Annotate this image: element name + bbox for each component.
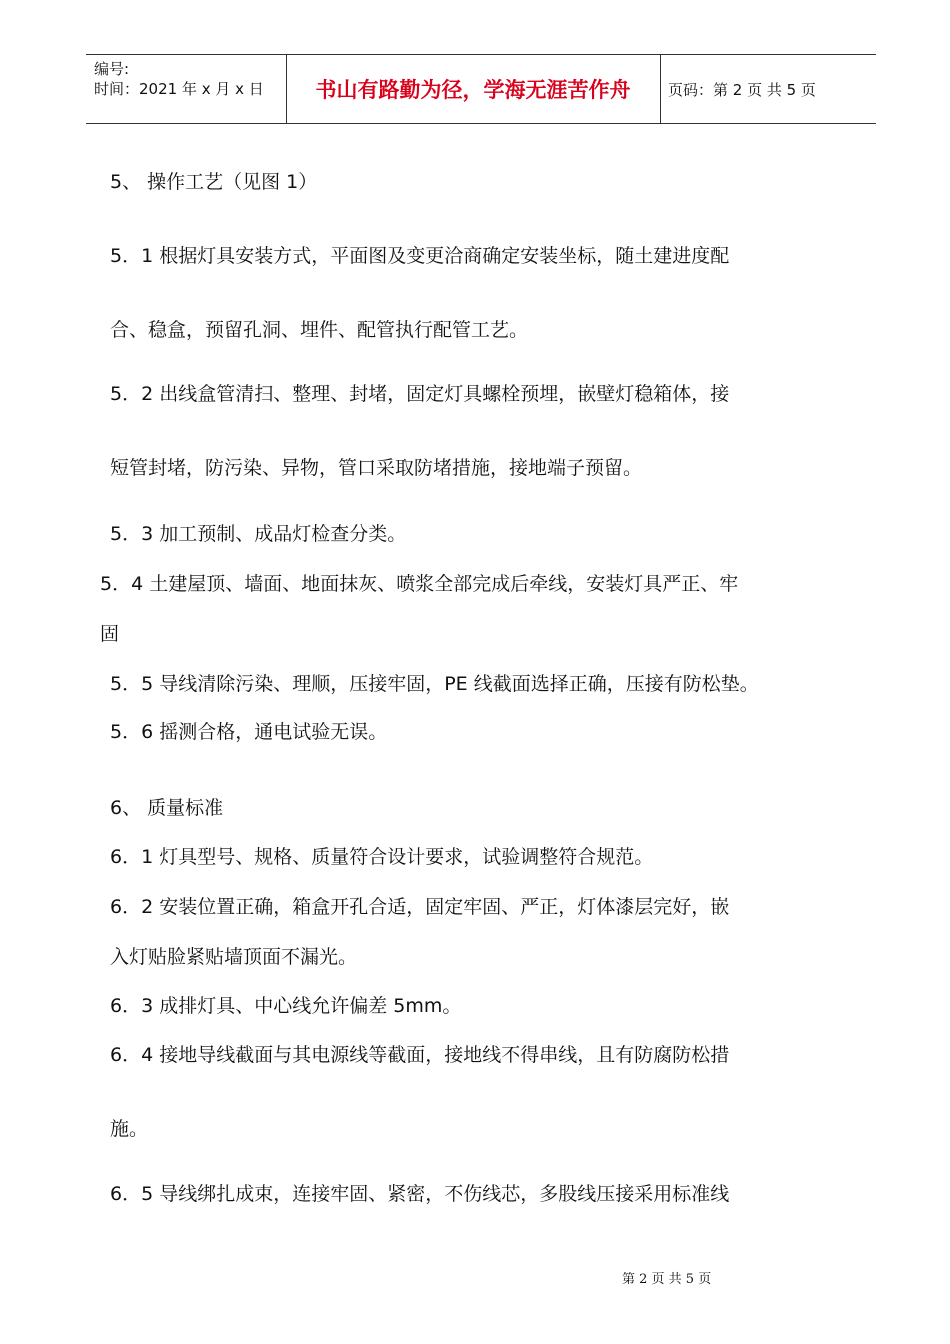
header-page-label: 页码：第 2 页 共 5 页 — [668, 80, 816, 99]
paragraph-line: 5．6 摇测合格，通电试验无误。 — [110, 721, 388, 743]
paragraph-line: 合、稳盒，预留孔洞、埋件、配管执行配管工艺。 — [110, 319, 529, 341]
paragraph-line: 5．1 根据灯具安装方式，平面图及变更洽商确定安装坐标，随土建进度配 — [110, 245, 730, 267]
section-heading: 5、 操作工艺（见图 1） — [110, 171, 318, 193]
paragraph-line: 6．5 导线绑扎成束，连接牢固、紧密，不伤线芯，多股线压接采用标准线 — [110, 1183, 730, 1205]
paragraph-line: 6．4 接地导线截面与其电源线等截面，接地线不得串线，且有防腐防松措 — [110, 1044, 730, 1066]
paragraph-line: 入灯贴脸紧贴墙顶面不漏光。 — [110, 946, 358, 968]
paragraph-line: 6．2 安装位置正确，箱盒开孔合适，固定牢固、严正，灯体漆层完好，嵌 — [110, 896, 730, 918]
paragraph-line: 5．2 出线盒管清扫、整理、封堵，固定灯具螺栓预埋，嵌壁灯稳箱体，接 — [110, 383, 730, 405]
time-label: 时间：2021 年 x 月 x 日 — [94, 80, 264, 98]
paragraph-line: 施。 — [110, 1118, 149, 1140]
paragraph-line: 5．3 加工预制、成品灯检查分类。 — [110, 523, 407, 545]
paragraph-line: 5．4 土建屋顶、墙面、地面抹灰、喷浆全部完成后牵线，安装灯具严正、牢 — [100, 573, 739, 595]
section-heading: 6、 质量标准 — [110, 797, 224, 819]
header-motto: 书山有路勤为径，学海无涯苦作舟 — [315, 78, 631, 102]
paragraph-line: 6．1 灯具型号、规格、质量符合设计要求，试验调整符合规范。 — [110, 846, 654, 868]
page-header — [86, 54, 876, 124]
page-footer: 第 2 页 共 5 页 — [622, 1272, 712, 1287]
serial-label: 编号: — [94, 60, 130, 78]
header-divider — [660, 55, 661, 123]
paragraph-line: 5．5 导线清除污染、理顺，压接牢固，PE 线截面选择正确，压接有防松垫。 — [110, 673, 759, 695]
paragraph-line: 短管封堵，防污染、异物，管口采取防堵措施，接地端子预留。 — [110, 457, 643, 479]
header-meta — [94, 59, 264, 99]
paragraph-line: 6．3 成排灯具、中心线允许偏差 5mm。 — [110, 995, 462, 1017]
paragraph-line: 固 — [100, 623, 120, 645]
